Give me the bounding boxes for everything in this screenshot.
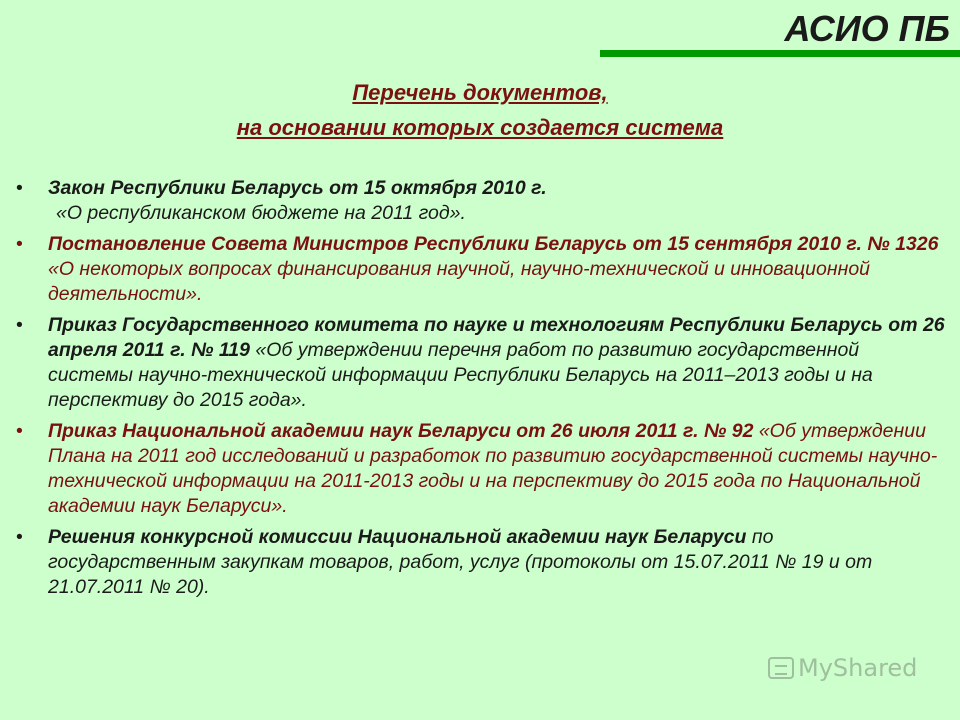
item-heading: Приказ Национальной академии наук Беларуси от 26 июля 2011 г. № 92: [48, 420, 754, 442]
document-list: [16, 176, 946, 606]
bullet: •: [16, 526, 23, 548]
bullet: •: [16, 233, 23, 255]
item-heading: Постановление Совета Министров Республики Беларусь от 15 сентября 2010 г. № 1326: [48, 233, 939, 255]
item-heading: Решения конкурсной комиссии Национальной академии наук Беларуси: [48, 526, 747, 548]
item-heading: Закон Республики Беларусь от 15 октября 2010 г.: [48, 177, 547, 199]
item-text: «О республиканском бюджете на 2011 год».: [56, 202, 466, 224]
bullet: •: [16, 314, 23, 336]
bullet: •: [16, 177, 23, 199]
watermark: [768, 654, 917, 682]
list-item: [16, 419, 946, 519]
title-line-1: Перечень документов,: [352, 80, 608, 105]
presentation-icon: [768, 657, 794, 679]
item-text: по государственным закупкам товаров, работ, услуг (протоколы от 15.07.2011 № 19 и от 21.07.2011 № 20).: [48, 526, 873, 598]
watermark-text: MyShared: [798, 654, 918, 682]
item-text: «Об утверждении перечня работ по развитию государственной системы научно-технической информации Республики Беларусь на 2011–2013 годы и на перспективу до 2015 года».: [48, 339, 873, 411]
brand-underline: [600, 50, 960, 57]
page-title: [0, 75, 960, 145]
item-text: «О некоторых вопросах финансирования научной, научно-технической и инновационной деятельности».: [48, 258, 871, 305]
brand-title: АСИО ПБ: [784, 8, 950, 49]
bullet: •: [16, 420, 23, 442]
item-heading: Приказ Государственного комитета по науке и технологиям Республики Беларусь от 26 апреля 2011 г. № 119: [48, 314, 945, 361]
list-item: [16, 313, 946, 413]
list-item: [16, 525, 946, 600]
list-item: [16, 232, 946, 307]
item-text: «Об утверждении Плана на 2011 год исследований и разработок по развитию государственной системы научно-технической информации на 2011-2013 годы и на перспективу до 2015 года по Национальной академии наук Беларуси».: [48, 420, 938, 517]
title-line-2: на основании которых создается система: [236, 115, 724, 140]
list-item: [16, 176, 946, 226]
